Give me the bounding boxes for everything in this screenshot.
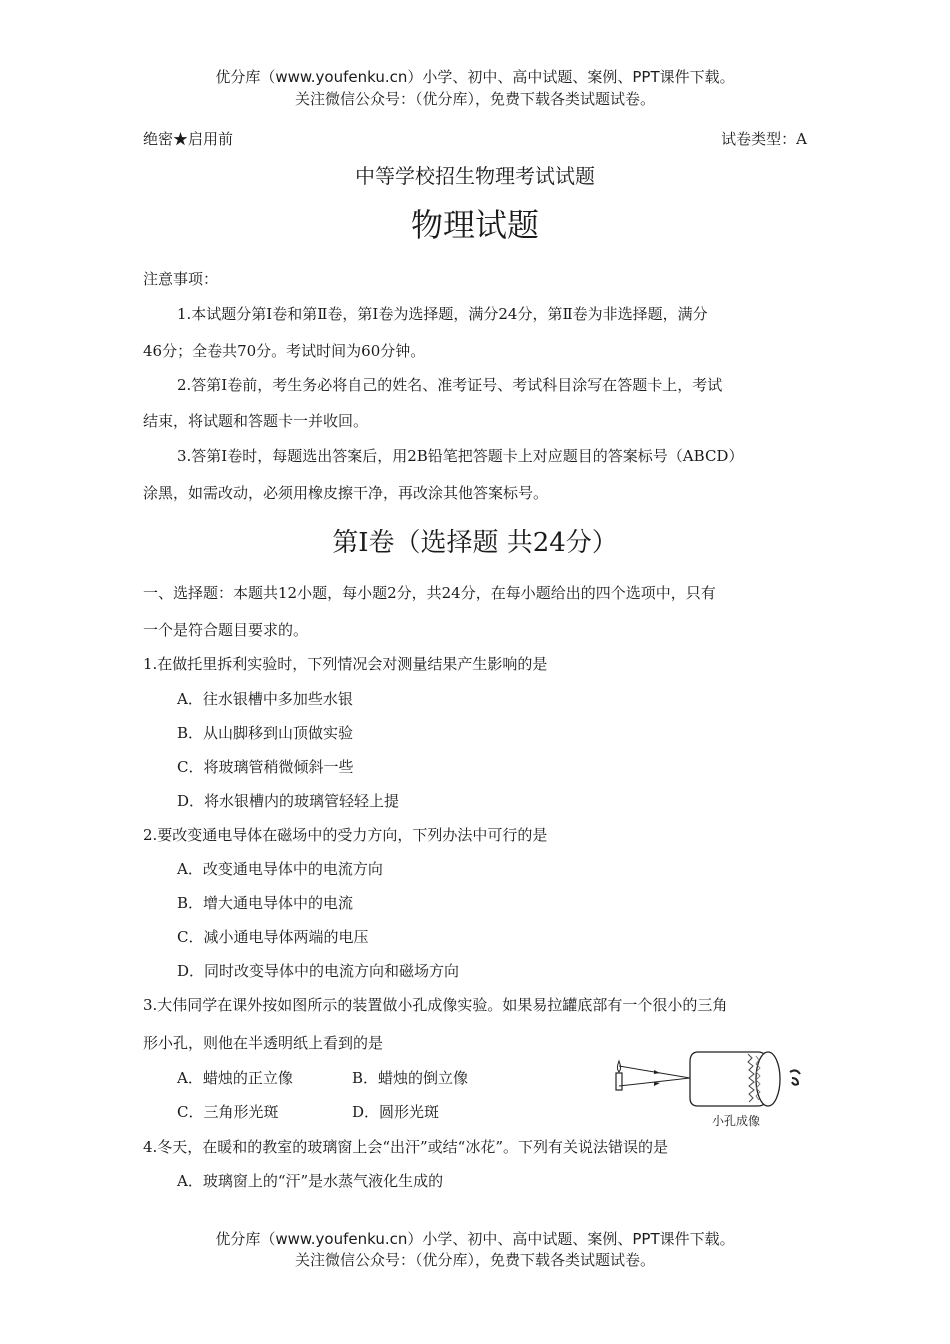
- exam-title: 中等学校招生物理考试试题: [355, 164, 595, 188]
- figure-caption: 小孔成像: [712, 1114, 761, 1128]
- question-3-stem-line-2: 形小孔，则他在半透明纸上看到的是: [143, 1034, 384, 1052]
- question-4-option-a: A．玻璃窗上的“汗”是水蒸气液化生成的: [177, 1172, 444, 1190]
- question-1-option-a: A．往水银槽中多加些水银: [177, 690, 353, 708]
- question-2-option-d: D．同时改变导体中的电流方向和磁场方向: [177, 962, 460, 980]
- notice-item-1-line-2: 46分；全卷共70分。考试时间为60分钟。: [143, 342, 426, 360]
- eye-icon: [790, 1070, 800, 1084]
- part-1-intro-line-1: 一、选择题：本题共12小题，每小题2分，共24分，在每小题给出的四个选项中，只有: [143, 584, 716, 602]
- notice-heading: 注意事项：: [143, 270, 219, 288]
- subject-title: 物理试题: [410, 206, 539, 244]
- question-2-stem: 2.要改变通电导体在磁场中的受力方向，下列办法中可行的是: [143, 826, 548, 844]
- question-3-option-c: C．三角形光斑: [177, 1103, 279, 1121]
- notice-item-3-line-2: 涂黑，如需改动，必须用橡皮擦干净，再改涂其他答案标号。: [143, 484, 549, 502]
- question-1-stem: 1.在做托里拆利实验时，下列情况会对测量结果产生影响的是: [143, 655, 548, 673]
- footer-line-2: 关注微信公众号：（优分库），免费下载各类试题试卷。: [294, 1251, 655, 1269]
- question-2-option-b: B．增大通电导体中的电流: [177, 894, 354, 912]
- section-1-title: 第Ⅰ卷（选择题 共24分）: [332, 528, 618, 558]
- can-icon: [690, 1052, 780, 1106]
- pinhole-camera-figure: [608, 1048, 808, 1130]
- footer-line-1: 优分库（www.youfenku.cn）小学、初中、高中试题、案例、PPT课件下载。: [215, 1230, 735, 1248]
- notice-item-3-line-1: 3.答第Ⅰ卷时，每题选出答案后，用2B铅笔把答题卡上对应题目的答案标号（ABCD）: [177, 447, 744, 465]
- question-1-option-b: B．从山脚移到山顶做实验: [177, 724, 354, 742]
- secret-label: 绝密★启用前: [143, 130, 234, 148]
- header-line-2: 关注微信公众号：（优分库），免费下载各类试题试卷。: [294, 90, 655, 108]
- header-line-1: 优分库（www.youfenku.cn）小学、初中、高中试题、案例、PPT课件下载。: [215, 68, 735, 86]
- question-3-stem-line-1: 3.大伟同学在课外按如图所示的装置做小孔成像实验。如果易拉罐底部有一个很小的三角: [143, 996, 728, 1014]
- question-3-option-b: B．蜡烛的倒立像: [352, 1069, 469, 1087]
- notice-item-2-line-1: 2.答第Ⅰ卷前，考生务必将自己的姓名、准考证号、考试科目涂写在答题卡上，考试: [177, 376, 723, 394]
- notice-item-1-line-1: 1.本试题分第Ⅰ卷和第Ⅱ卷，第Ⅰ卷为选择题，满分24分，第Ⅱ卷为非选择题，满分: [177, 305, 708, 323]
- question-3-option-a: A．蜡烛的正立像: [177, 1069, 293, 1087]
- question-2-option-a: A．改变通电导体中的电流方向: [177, 860, 383, 878]
- paper-type-label: 试卷类型：A: [721, 130, 807, 148]
- question-1-option-c: C．将玻璃管稍微倾斜一些: [177, 758, 354, 776]
- question-2-option-c: C．减小通电导体两端的电压: [177, 928, 369, 946]
- question-3-option-d: D．圆形光斑: [352, 1103, 440, 1121]
- notice-item-2-line-2: 结束，将试题和答题卡一并收回。: [143, 412, 369, 430]
- question-1-option-d: D．将水银槽内的玻璃管轻轻上提: [177, 792, 400, 810]
- question-4-stem: 4.冬天，在暖和的教室的玻璃窗上会“出汗”或结“冰花”。下列有关说法错误的是: [143, 1138, 668, 1156]
- part-1-intro-line-2: 一个是符合题目要求的。: [143, 621, 309, 639]
